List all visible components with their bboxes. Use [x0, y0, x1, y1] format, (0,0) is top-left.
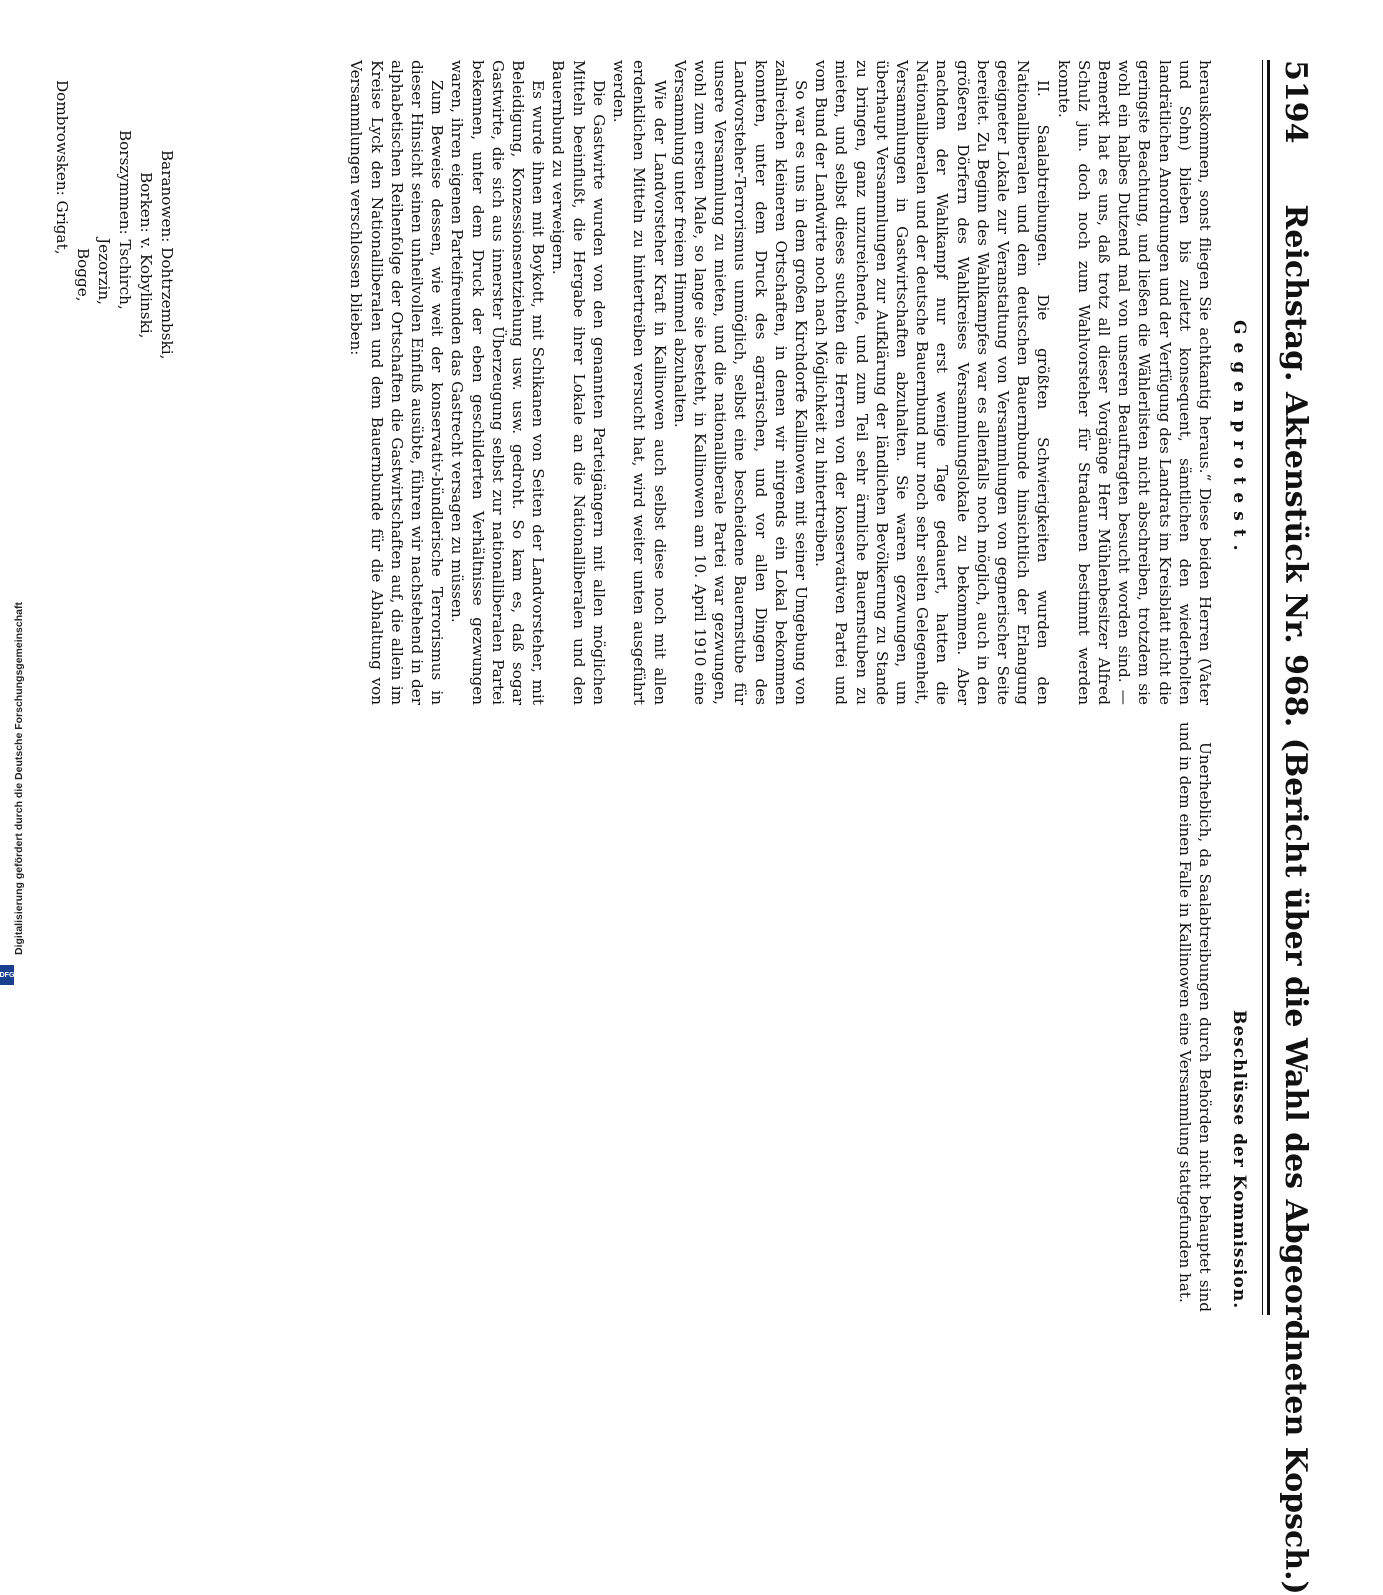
paragraph: Die Gastwirte wurden von den genannten Parteigängern mit allen möglichen Mitteln beeinflußt, die Hergabe ihrer Lokale an die Nationalliberalen und den Bauernbund zu verweigern. [549, 60, 608, 705]
paragraph: herauskommen, sonst fliegen Sie achtkantig heraus.“ Diese beiden Herren (Vater und Sohn) blieben bis zuletzt konsequent, sämtlichen den wiederholten landrätlichen Anordnungen und der Verfügung des Landrats im Kreisblatt nicht die geringste Beachtung, und ließen die Wählerlisten nicht abschreiben, trotzdem sie wohl ein halbes Dutzend mal von unseren Beauftragten besucht worden sind. — Bemerkt hat es uns, daß trotz all dieser Vorgänge Herr Mühlenbesitzer Alfred Schulz jun. doch noch zum Wahlvorsteher für Stradaunen bestimmt werden konnte. [1054, 60, 1214, 705]
list-item: Bogge, [74, 248, 92, 302]
list-item: Baranowen: Dohtrzembski, [158, 150, 176, 360]
list-item: Dombrowsken: Grigat, [53, 80, 71, 255]
left-column [346, 60, 1215, 705]
list-item: Borken: v. Kobylinski, [137, 172, 155, 339]
page-number: 5194 [1278, 60, 1313, 144]
paragraph: Unerheblich, da Saalabtreibungen durch Behörden nicht behauptet sind und in dem einen Falle in Kallinowen eine Versammlung stattgefunden hat. [1175, 722, 1214, 1312]
list-item: Jezorzin, [95, 238, 113, 305]
dfg-logo [0, 965, 14, 985]
header-rule [1267, 60, 1270, 1315]
header-rule-thin [1262, 60, 1263, 1315]
paragraph: Zum Beweise dessen, wie weit der konservativ-bündlerische Terrorismus in dieser Hinsicht seinen unheilvollen Einfluß ausübte, führen wir nachstehend in der alphabetischen Reihenfolge der Ortschaften die Gastwirtschaften auf, die allein im Kreise Lyck den Nationalliberalen und dem Bauernbunde für die Abhaltung von Versammlungen verschlossen blieben: [347, 60, 447, 705]
running-head: Reichstag. Aktenstück Nr. 968. (Bericht über die Wahl des Abgeordneten Kopsch.) [1278, 204, 1313, 1595]
paragraph: Wie der Landvorsteher Kraft in Kallinowen auch selbst diese noch mit allen erdenklichen Mitteln zu hintertreiben versucht hat, wird weiter unten ausgeführt werden. [610, 60, 669, 705]
right-subheading: Beschlüsse der Kommission. [1229, 1010, 1249, 1310]
paragraph: II. Saalabtreibungen. Die größten Schwierigkeiten wurden den Nationalliberalen und dem deutschen Bauernbunde hinsichtlich der Erlangung geeigneter Lokale zur Veranstaltung von Versammlungen von gegnerischer Seite bereitet. Zu Beginn des Wahlkampfes war es allenfalls noch möglich, auch in den größeren Dörfern des Wahlkreises Versammlungslokale zu bekommen. Aber nachdem der Wahlkampf nur erst wenige Tage gedauert, hatten die Nationalliberalen und der deutsche Bauernbund nur noch sehr selten Gelegenheit, Versammlungen in Gastwirtschaften abzuhalten. Sie waren gezwungen, um überhaupt Versammlungen zur Aufklärung der ländlichen Bevölkerung zu Stande zu bringen, ganz unzureichende, und zum Teil sehr ärmliche Bauernstuben zu mieten, und selbst dieses suchten die Herren von der konservativen Partei und vom Bund der Landwirte noch nach Möglichkeit zu hintertreiben. [812, 60, 1053, 705]
running-header [1278, 60, 1313, 1595]
left-subheading: Gegenprotest. [1229, 320, 1249, 559]
paragraph: Es wurde ihnen mit Boykott, mit Schikanen von Seiten der Landvorsteher, mit Beleidigung, Konzessionsentziehung usw. usw. gedroht. So kam es, daß sogar Gastwirte, die sich aus innerster Überzeugung selbst zur nationalliberalen Partei bekennen, unter dem Druck der eben geschilderten Verhältnisse gezwungen waren, ihren eigenen Parteifreunden das Gastrecht versagen zu müssen. [448, 60, 548, 705]
list-item: Borszymmen: Tschirch, [116, 130, 134, 310]
digitization-note: Digitalisierung gefördert durch die Deutsche Forschungsgemeinschaft [13, 602, 25, 955]
paragraph: So war es uns in dem großen Kirchdorfe Kallinowen mit seiner Umgebung von zahlreichen kleineren Ortschaften, in denen wir nirgends ein Lokal bekommen konnten, unter dem Druck des agrarischen, und vor allen Dingen des Landvorsteher-Terrorismus unmöglich, selbst eine bescheidene Bauernstube für unsere Versammlung zu mieten, und die nationalliberale Partei war gezwungen, wohl zum ersten Male, so lange sie besteht, in Kallinowen am 10. April 1910 eine Versammlung unter freiem Himmel abzuhalten. [670, 60, 810, 705]
logo-text: DFG [0, 971, 15, 979]
right-column [1175, 722, 1215, 1312]
